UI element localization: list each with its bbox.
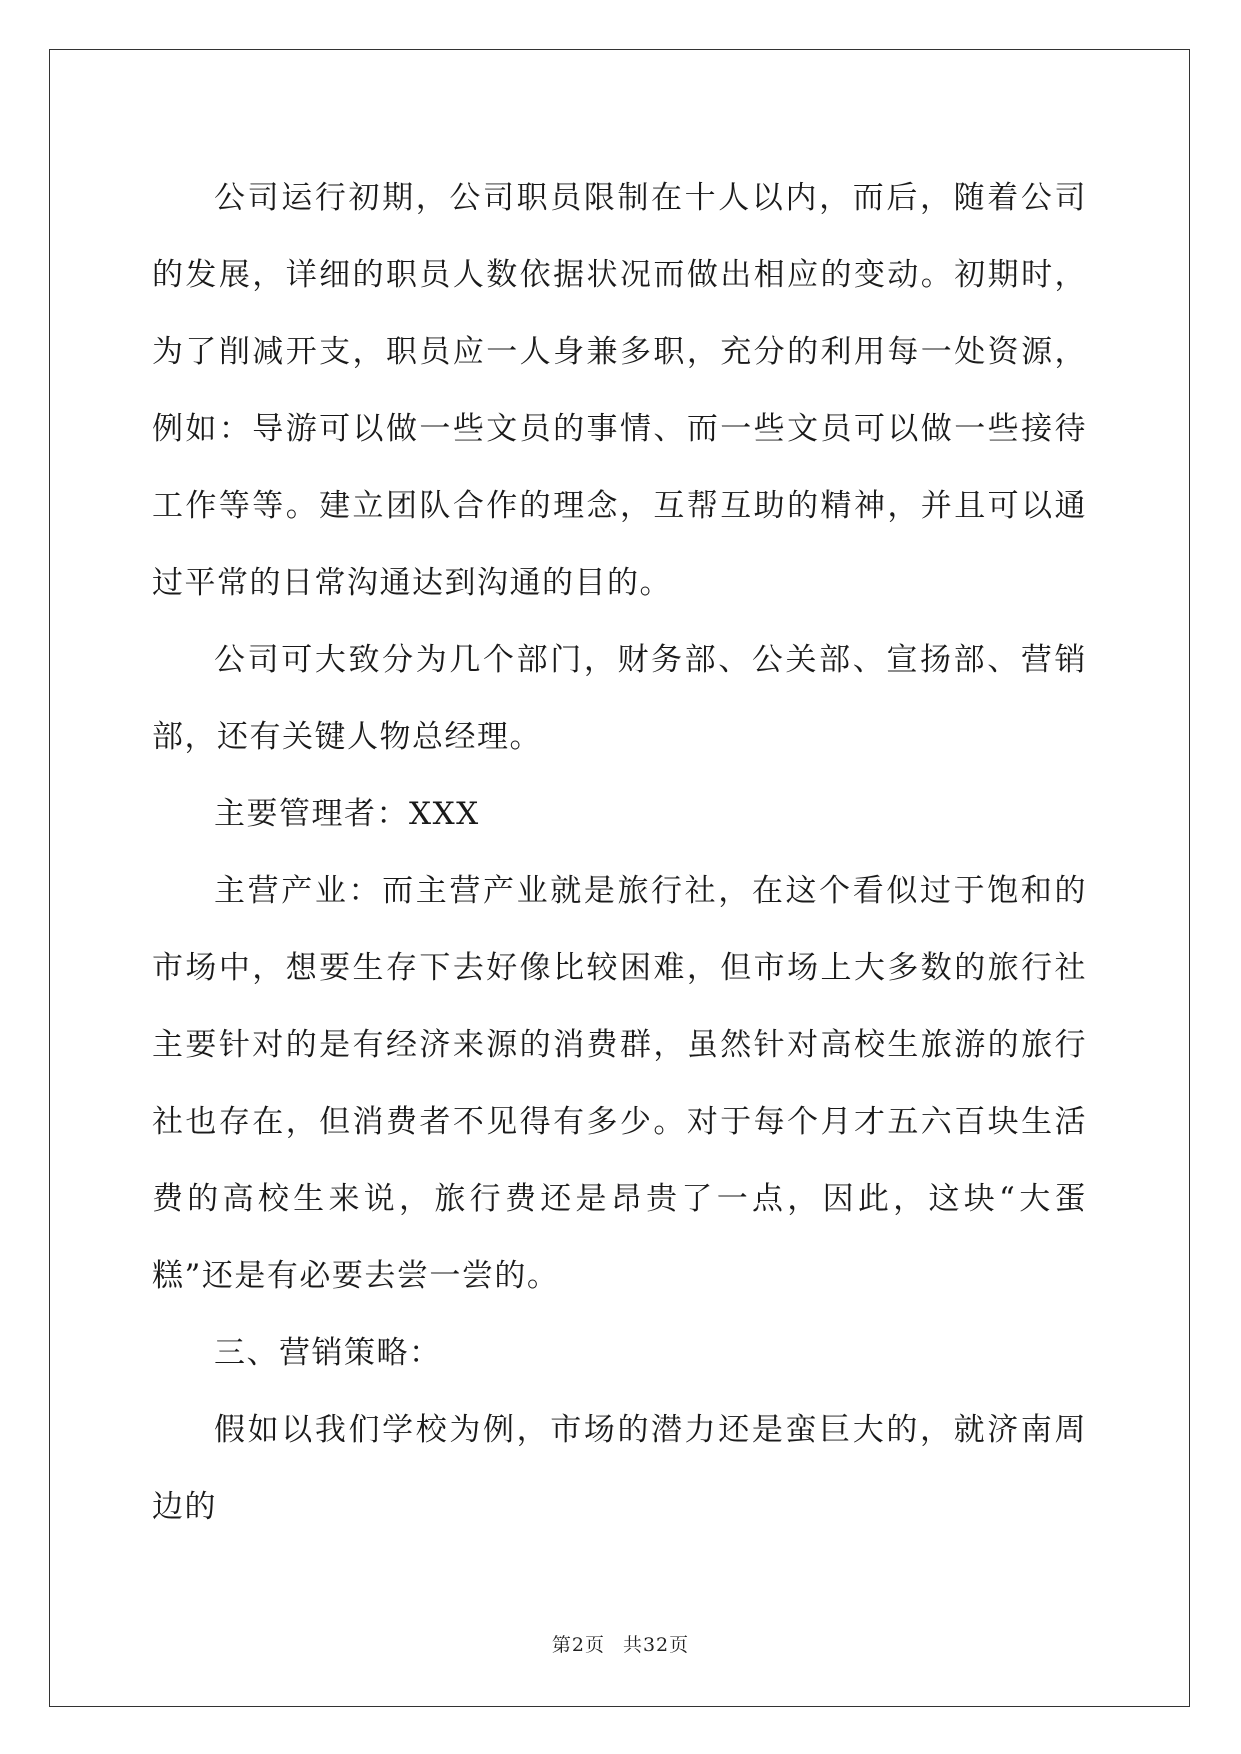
paragraph-manager: 主要管理者：XXX xyxy=(214,796,480,832)
paragraph-marketing: 假如以我们学校为例，市场的潜力还是蛮巨大的，就济南周边的 xyxy=(152,1412,1087,1525)
paragraph-main-industry: 主营产业：而主营产业就是旅行社，在这个看似过于饱和的市场中，想要生存下去好像比较困难，但市场上大多数的旅行社主要针对的是有经济来源的消费群，虽然针对高校生旅游的旅行社也存在，但消费者不见得有多少。对于每个月才五六百块生活费的高校生来说，旅行费还是昂贵了一点，因此，这块“大蛋糕”还是有必要去尝一尝的。 xyxy=(152,873,1087,1294)
section-heading-marketing: 三、营销策略： xyxy=(214,1335,442,1371)
paragraph-departments: 公司可大致分为几个部门，财务部、公关部、宣扬部、营销部，还有关键人物总经理。 xyxy=(152,642,1087,755)
page-number: 第2页 xyxy=(551,1634,605,1656)
page-total: 共32页 xyxy=(622,1634,690,1656)
paragraph-staffing: 公司运行初期，公司职员限制在十人以内，而后，随着公司的发展，详细的职员人数依据状况而做出相应的变动。初期时，为了削减开支，职员应一人身兼多职，充分的利用每一处资源，例如：导游可以做一些文员的事情、而一些文员可以做一些接待工作等等。建立团队合作的理念，互帮互助的精神，并且可以通过平常的日常沟通达到沟通的目的。 xyxy=(152,180,1087,601)
page-footer xyxy=(0,1630,1241,1657)
document-body xyxy=(152,160,1087,1546)
